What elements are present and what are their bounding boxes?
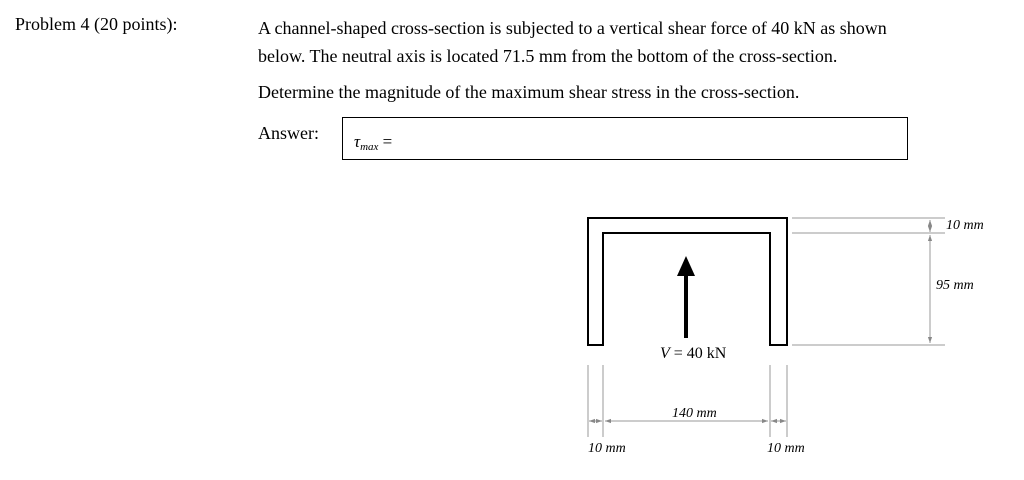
statement-line-1: A channel-shaped cross-section is subjected to a vertical shear force of 40 kN as shown [258,18,887,38]
problem-number: Problem 4 (20 points): [15,14,178,34]
dim-height: 95 mm [936,278,974,293]
dim-right-thickness: 10 mm [767,441,805,456]
dim-left-thickness: 10 mm [588,441,626,456]
horizontal-dimension-lines [588,365,787,437]
tau-subscript: max [360,141,379,153]
dim-inner-width: 140 mm [672,406,717,421]
tau-symbol: τ [354,132,361,151]
shear-force-label: V = 40 kN [660,345,727,362]
dim-top-thickness: 10 mm [946,218,984,233]
answer-label: Answer: [258,123,319,143]
equals-sign: = [382,132,393,151]
vertical-dimension-lines [792,218,945,345]
problem-instruction: Determine the magnitude of the maximum shear stress in the cross-section. [258,82,800,102]
shear-force-arrow [677,256,695,338]
statement-line-2: below. The neutral axis is located 71.5 mm from the bottom of the cross-section. [258,46,838,66]
